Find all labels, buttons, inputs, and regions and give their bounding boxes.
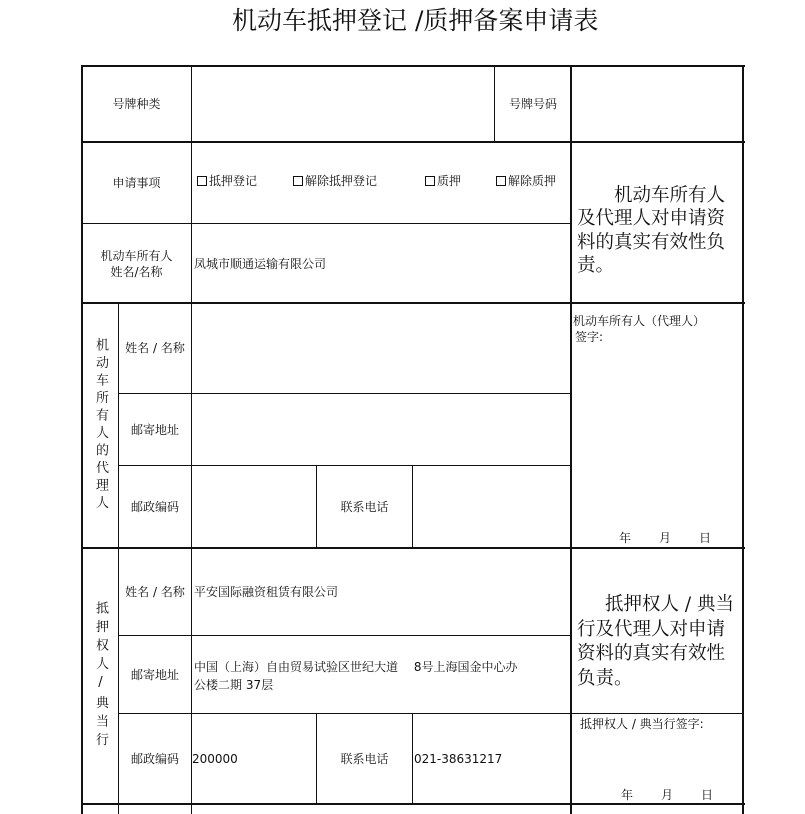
agent-name-label: 姓名 / 名称 [125,341,185,355]
agent-date-month: 月 [659,531,672,545]
owner-statement [577,184,725,277]
agent-phone-value [413,466,570,548]
statement-line: 抵押权人 / 典当 [605,594,734,615]
agent-section-label [82,303,118,548]
checkbox-icon [197,176,207,186]
checkbox-icon [293,176,303,186]
statement-line: 及代理人对申请资 [577,208,726,230]
grid-line [412,713,413,803]
form-title: 机动车抵押登记 /质押备案申请表 [232,6,599,35]
statement-line: 责。 [577,254,615,276]
option-mortgage-registration [197,174,257,188]
address-line: 中国（上海）自由贸易试验区世纪大道 8号上海国金中心办 [194,660,518,674]
owner-name-value: 凤城市顺通运输有限公司 [194,256,327,271]
plate-type-label: 号牌种类 [112,97,161,111]
mortgagee-name-label: 姓名 / 名称 [125,584,185,599]
agent-date-day: 日 [699,531,712,545]
option-label: 质押 [437,174,462,188]
mortgagee-name-value: 平安国际融资租赁有限公司 [194,584,339,599]
plate-type-value [192,66,494,142]
grid-line [81,803,745,805]
address-line: 公楼二期 37层 [194,678,274,692]
agent-postcode-value [192,466,316,548]
mortgagee-signature-label: 抵押权人 / 典当行签字: [580,717,704,731]
checkbox-icon [425,176,435,186]
statement-line: 行及代理人对申请 [577,618,726,640]
mortgagee-phone-label: 联系电话 [340,751,389,766]
signature-line: 机动车所有人（代理人） [573,314,706,328]
mortgagee-address-value [194,658,517,694]
mortgagee-date-month: 月 [661,788,674,802]
owner-label-line1: 机动车所有人 [100,248,173,263]
mortgagee-phone-value: 021-38631217 [414,751,503,766]
option-label: 解除质押 [508,174,557,188]
agent-address-value [192,394,570,465]
mortgagee-date-year: 年 [621,788,634,802]
mortgagee-address-label: 邮寄地址 [130,667,179,682]
agent-postcode-label: 邮政编码 [130,500,179,514]
statement-line: 料的真实有效性负 [577,231,726,253]
option-pledge-release [496,174,556,188]
option-mortgage-release [293,174,377,188]
signature-line: 签字: [575,330,604,344]
agent-address-label: 邮寄地址 [130,422,179,437]
option-label: 抵押登记 [209,174,258,188]
option-label: 解除抵押登记 [305,174,378,188]
mortgagee-section-label [82,548,118,804]
agent-name-value [192,304,570,393]
agent-date-year: 年 [619,531,632,545]
statement-line: 机动车所有人 [614,185,726,206]
option-pledge [425,174,461,188]
statement-line: 资料的真实有效性 [577,643,726,665]
checkbox-icon [496,176,506,186]
owner-label-line2: 姓名/名称 [110,264,163,279]
mortgagee-statement [577,593,734,691]
grid-line [742,65,744,814]
agent-section-label-text: 机动车所有人的代理人 [93,338,108,513]
mortgagee-section-label-text: 抵押权人/典当行 [93,601,108,751]
plate-number-value [572,66,742,142]
mortgagee-postcode-value: 200000 [192,751,238,766]
plate-number-label: 号牌号码 [508,97,557,111]
grid-line [570,66,572,814]
application-label: 申请事项 [112,176,161,190]
agent-phone-label: 联系电话 [340,500,389,514]
owner-label [82,224,191,303]
statement-line: 负责。 [577,667,633,689]
agent-signature-block [573,313,705,345]
mortgagee-postcode-label: 邮政编码 [130,751,179,766]
mortgagee-date-day: 日 [701,788,714,802]
